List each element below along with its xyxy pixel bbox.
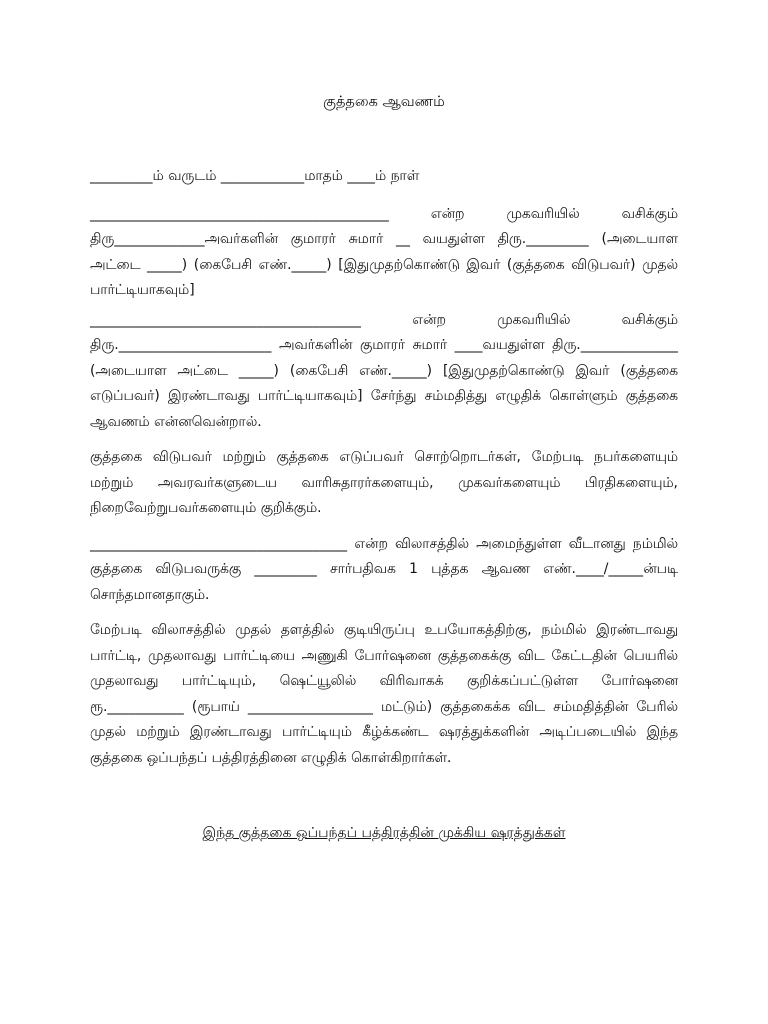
paragraph-first-party: ___________________________________________ என்ற முகவரியில் வசிக்கும் திரு_____________அவர்களின் குமாரர் சுமார் __ வயதுள்ள திரு._________ (அடையாள அட்டை _____) (கைபேசி எண்._____) [இதுமுதற்கொண்டு இவர் (குத்தகை விடுபவர்) முதல் பார்ட்டியாகவும்] — [90, 205, 678, 298]
document-title: குத்தகை ஆவணம் — [323, 94, 445, 110]
paragraph-second-party: _______________________________________ என்ற முகவரியில் வசிக்கும் திரு.______________________ அவர்களின் குமாரர் சுமார் ____வயதுள்ள திரு.______________ (அடையாள அட்டை _____) (கைபேசி எண்._____) [இதுமுதற்கொண்டு இவர் (குத்தகை எடுப்பவர்) இரண்டாவது பார்ட்டியாகவும்] சேர்ந்து சம்மதித்து எழுதிக் கொள்ளும் குத்தகை ஆவணம் என்னவென்றால். — [90, 311, 678, 430]
date-line: _________ம் வருடம் ____________மாதம் ____ம் நாள் — [90, 168, 420, 184]
paragraph-agreement: மேற்படி விலாசத்தில் முதல் தளத்தில் குடியிருப்பு உபயோகத்திற்கு, நம்மில் இரண்டாவது பார்ட்டி, முதலாவது பார்ட்டியை அணுகி போர்ஷனை குத்தகைக்கு விட கேட்டதின் பெயரில் முதலாவது பார்ட்டியும், ஷெட்யூலில் விரிவாகக் குறிக்கப்பட்டுள்ள போர்ஷனை ரூ.___________ (ரூபாய் __________________ மட்டும்) குத்தகைக்க விட சம்மதித்தின் பேரில் முதல் மற்றும் இரண்டாவது பார்ட்டியும் கீழ்க்கண்ட ஷரத்துக்களின் அடிப்படையில் இந்த குத்தகை ஒப்பந்தப் பத்திரத்தினை எழுதிக் கொள்கிறார்கள். — [90, 622, 678, 766]
paragraph-property: _____________________________________ என்ற விலாசத்தில் அமைந்துள்ள வீடானது நம்மில் குத்தகை விடுபவருக்கு _________ சார்பதிவக 1 புத்தக ஆவண எண்.____/_____ன்படி சொந்தமானதாகும். — [90, 535, 678, 603]
section-heading: இந்த குத்தகை ஒப்பந்தப் பத்திரத்தின் முக்கிய ஷரத்துக்கள் — [202, 825, 566, 841]
paragraph-definitions: குத்தகை விடுபவர் மற்றும் குத்தகை எடுப்பவர் சொற்றொடர்கள், மேற்படி நபர்களையும் மற்றும் அவரவர்களுடைய வாரிசுதாரர்களையும், முகவர்களையும் பிரதிகளையும், நிறைவேற்றுபவர்களையும் குறிக்கும். — [90, 449, 678, 516]
